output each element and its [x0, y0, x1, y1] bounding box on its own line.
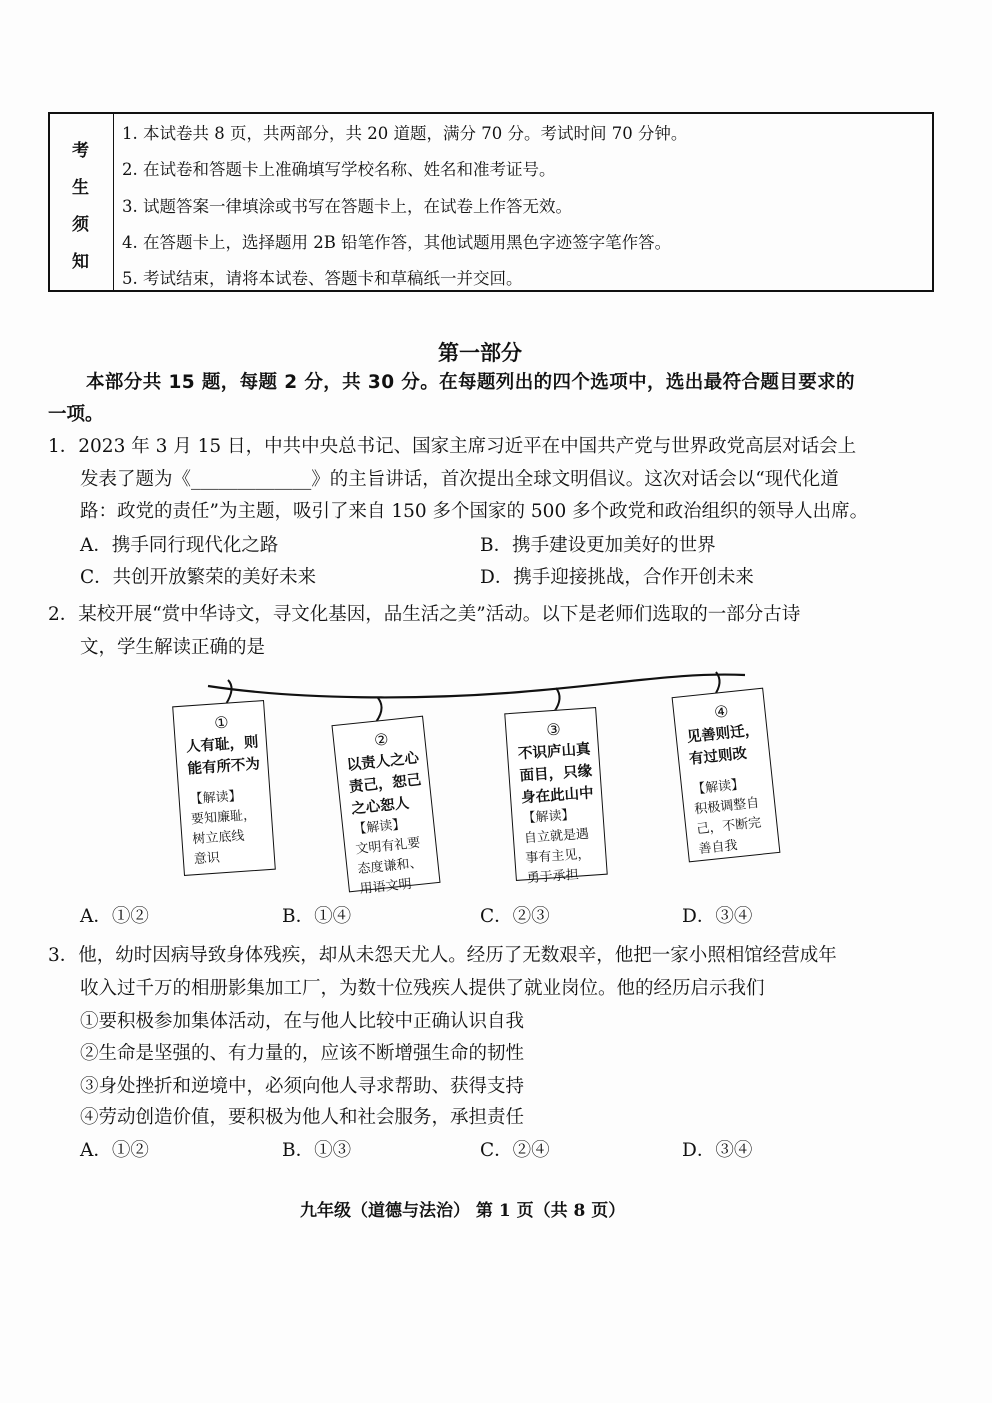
tag-quote: 责己，恕己 [348, 772, 423, 796]
q1-option-d: D．携手迎接挑战，合作开创未来 [480, 567, 754, 588]
tag-reading: 己，不断完 [695, 815, 763, 838]
notice-item: 5. 考试结束，请将本试卷、答题卡和草稿纸一并交回。 [122, 269, 523, 288]
tag-quote: 身在此山中 [520, 785, 595, 807]
q1-option-b: B．携手建设更加美好的世界 [480, 535, 716, 556]
label-char: 生 [72, 178, 89, 198]
tag-quote: 之心恕人 [350, 795, 410, 818]
q3-option-c: C．②④ [480, 1140, 550, 1161]
section-title: 第一部分 [438, 341, 522, 365]
tag-label: 【解读】 [189, 788, 243, 808]
q1-stem: 1．2023 年 3 月 15 日，中共中央总书记、国家主席习近平在中国共产党与世界政党高层对话会上 [48, 436, 857, 457]
tag-reading: 态度谦和、 [356, 855, 424, 878]
q2-option-c: C．②③ [480, 906, 550, 927]
tag-quote: 有过则改 [688, 745, 748, 768]
tag-reading: 树立底线 [192, 828, 245, 848]
q2-option-a: A．①② [80, 906, 149, 927]
tag-reading: 用语文明 [359, 876, 413, 898]
notice-item: 2. 在试卷和答题卡上准确填写学校名称、姓名和准考证号。 [122, 160, 556, 179]
tag-quote: 面目，只缘 [519, 763, 593, 785]
tag-reading: 勇于承担 [526, 867, 580, 887]
tag-reading: 善自我 [697, 838, 739, 858]
poem-tag-4 [672, 688, 781, 863]
q3-option-d: D．③④ [682, 1140, 753, 1161]
tag-number: ② [373, 729, 390, 750]
section-intro: 一项。 [48, 404, 104, 425]
q1-option-a: A．携手同行现代化之路 [80, 535, 279, 556]
poem-tag-1 [172, 700, 276, 876]
tag-quote: 以责人之心 [345, 750, 420, 774]
page-footer: 九年级（道德与法治） 第 1 页（共 8 页） [300, 1201, 626, 1221]
tag-reading: 意识 [193, 850, 221, 868]
q3-statement: ②生命是坚强的、有力量的，应该不断增强生命的韧性 [80, 1043, 525, 1064]
tag-label: 【解读】 [522, 807, 576, 827]
tag-reading: 文明有礼要 [354, 835, 422, 858]
q3-option-a: A．①② [80, 1140, 149, 1161]
tag-quote: 能有所不为 [187, 756, 261, 778]
q1-option-c: C．共创开放繁荣的美好未来 [80, 567, 317, 588]
notice-item: 4. 在答题卡上，选择题用 2B 铅笔作答，其他试题用黑色字迹签字笔作答。 [122, 233, 672, 252]
tag-number: ① [213, 712, 230, 733]
q3-stem: 收入过千万的相册影集加工厂，为数十位残疾人提供了就业岗位。他的经历启示我们 [80, 978, 765, 999]
label-char: 考 [72, 141, 89, 161]
q3-statement: ③身处挫折和逆境中，必须向他人寻求帮助、获得支持 [80, 1076, 525, 1097]
tag-label: 【解读】 [352, 817, 407, 838]
poem-tag-2 [331, 716, 440, 898]
q3-statement: ④劳动创造价值，要积极为他人和社会服务，承担责任 [80, 1107, 525, 1128]
tag-reading: 事有主见， [524, 846, 591, 867]
q2-option-d: D．③④ [682, 906, 753, 927]
tag-reading: 自立就是遇 [523, 826, 590, 847]
tag-quote: 人有耻，则 [185, 734, 259, 756]
q1-stem: 发表了题为《_____________》的主旨讲话，首次提出全球文明倡议。这次对话会以“现代化道 [80, 469, 839, 490]
q2-stem: 2．某校开展“赏中华诗文，寻文化基因，品生活之美”活动。以下是老师们选取的一部分古诗 [48, 604, 801, 625]
notice-item: 1. 本试卷共 8 页，共两部分，共 20 道题，满分 70 分。考试时间 70 分钟。 [122, 124, 688, 143]
label-char: 须 [72, 215, 89, 235]
tag-label: 【解读】 [691, 777, 745, 798]
q2-stem: 文，学生解读正确的是 [80, 637, 266, 658]
tag-reading: 要知廉耻， [190, 807, 257, 828]
tag-number: ③ [545, 719, 562, 740]
notice-item: 3. 试题答案一律填涂或书写在答题卡上，在试卷上作答无效。 [122, 197, 572, 216]
label-char: 知 [72, 252, 89, 272]
poem-tag-3 [504, 707, 607, 887]
tag-reading: 积极调整自 [693, 795, 760, 818]
q3-option-b: B．①③ [282, 1140, 352, 1161]
q2-option-b: B．①④ [282, 906, 352, 927]
tag-quote: 不识庐山真 [517, 741, 592, 763]
tag-quote: 见善则迁， [686, 722, 760, 746]
q3-stem: 3．他，幼时因病导致身体残疾，却从未怨天尤人。经历了无数艰辛，他把一家小照相馆经营成年 [48, 945, 837, 966]
q1-stem: 路：政党的责任”为主题，吸引了来自 150 多个国家的 500 多个政党和政治组织的领导人出席。 [80, 501, 869, 522]
section-intro: 本部分共 15 题，每题 2 分，共 30 分。在每题列出的四个选项中，选出最符合题目要求的 [86, 372, 855, 393]
tag-number: ④ [713, 701, 730, 722]
q3-statement: ①要积极参加集体活动，在与他人比较中正确认识自我 [80, 1011, 525, 1032]
